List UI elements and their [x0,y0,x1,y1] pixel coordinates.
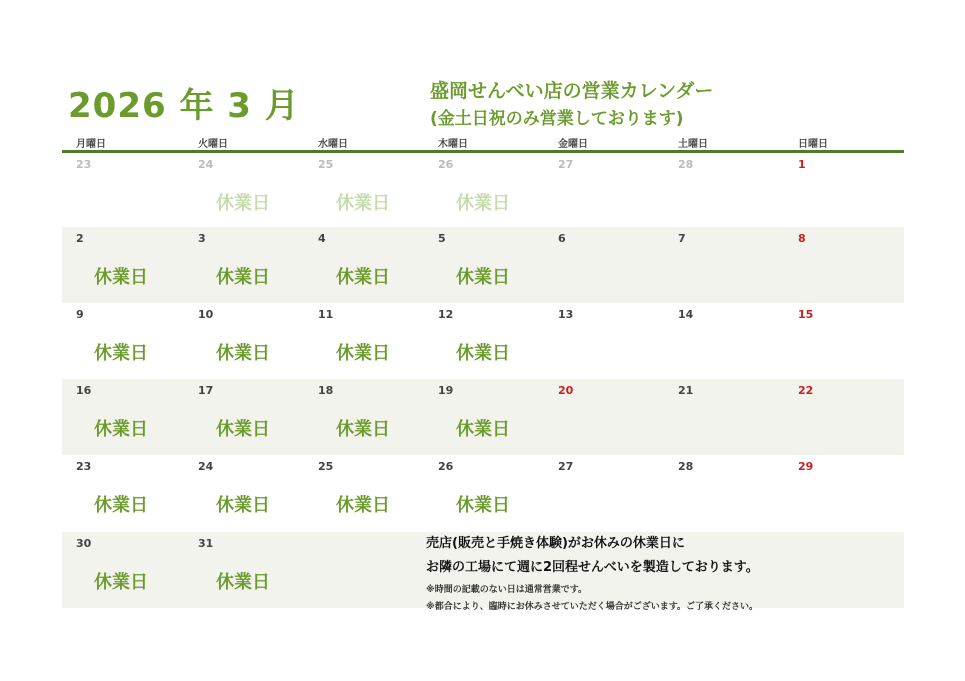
closed-day-label: 休業日 [94,343,148,364]
calendar-day [664,227,784,303]
closed-day-label: 休業日 [336,419,390,440]
day-number: 3 [198,232,206,245]
calendar-week [62,227,904,303]
day-number: 21 [678,384,694,397]
closed-day-label: 休業日 [94,572,148,593]
calendar-day [304,379,424,455]
note-line-2: お隣の工場にて週に2回程せんべいを製造しております。 [426,560,759,575]
calendar-day [544,379,664,455]
calendar-day [784,227,904,303]
calendar-day [544,303,664,379]
day-number: 26 [438,158,454,171]
calendar-day [784,303,904,379]
day-number: 27 [558,460,574,473]
closed-day-label: 休業日 [216,267,270,288]
closed-day-label: 休業日 [216,193,270,214]
day-number: 20 [558,384,574,397]
day-number: 11 [318,308,334,321]
weekday-fri: 金曜日 [558,139,588,150]
closed-day-label: 休業日 [216,572,270,593]
note-line-4: ※都合により、臨時にお休みさせていただく場合がございます。ご了承ください。 [426,602,759,612]
calendar-day [424,153,544,229]
closed-day-label: 休業日 [456,267,510,288]
day-number: 6 [558,232,566,245]
weekday-sun: 日曜日 [798,139,828,150]
closed-day-label: 休業日 [456,343,510,364]
weekday-wed: 水曜日 [318,139,348,150]
calendar-day [184,303,304,379]
calendar-day [62,379,182,455]
day-number: 16 [76,384,92,397]
day-number: 22 [798,384,814,397]
closed-day-label: 休業日 [336,343,390,364]
calendar-day [664,379,784,455]
closed-day-label: 休業日 [456,495,510,516]
calendar-week [62,303,904,379]
closed-day-label: 休業日 [336,193,390,214]
calendar-day [62,227,182,303]
calendar-day [544,153,664,229]
day-number: 18 [318,384,334,397]
day-number: 17 [198,384,214,397]
shop-title: 盛岡せんべい店の営業カレンダー [430,80,714,102]
calendar-day [184,379,304,455]
day-number: 28 [678,158,694,171]
day-number: 12 [438,308,454,321]
day-number: 25 [318,158,334,171]
weekday-tue: 火曜日 [198,139,228,150]
day-number: 10 [198,308,214,321]
calendar-day [424,379,544,455]
day-number: 15 [798,308,814,321]
closed-day-label: 休業日 [216,419,270,440]
closed-day-label: 休業日 [336,267,390,288]
day-number: 7 [678,232,686,245]
weekday-thu: 木曜日 [438,139,468,150]
weekday-sat: 土曜日 [678,139,708,150]
day-number: 23 [76,460,92,473]
calendar-day [664,303,784,379]
day-number: 23 [76,158,92,171]
day-number: 5 [438,232,446,245]
day-number: 2 [76,232,84,245]
calendar-day [424,303,544,379]
closed-day-label: 休業日 [336,495,390,516]
calendar-day [544,227,664,303]
shop-subtitle: (金土日祝のみ営業しております) [430,109,684,129]
day-number: 26 [438,460,454,473]
day-number: 1 [798,158,806,171]
day-number: 27 [558,158,574,171]
closed-day-label: 休業日 [216,495,270,516]
calendar-day [544,455,664,531]
closed-day-label: 休業日 [94,495,148,516]
weekday-header-row [62,135,904,150]
day-number: 14 [678,308,694,321]
calendar-day [304,455,424,531]
calendar-day [62,153,182,229]
day-number: 31 [198,537,214,550]
day-number: 13 [558,308,574,321]
day-number: 24 [198,158,214,171]
calendar-day [304,153,424,229]
calendar-day [184,227,304,303]
day-number: 4 [318,232,326,245]
calendar-week [62,455,904,531]
day-number: 8 [798,232,806,245]
calendar-day [784,379,904,455]
calendar-day [424,227,544,303]
weekday-mon: 月曜日 [76,139,106,150]
closed-day-label: 休業日 [456,193,510,214]
calendar-day [784,455,904,531]
day-number: 28 [678,460,694,473]
calendar-day [664,153,784,229]
closed-day-label: 休業日 [456,419,510,440]
calendar-day [184,153,304,229]
note-line-1: 売店(販売と手焼き体験)がお休みの休業日に [426,536,685,551]
calendar-day [784,153,904,229]
day-number: 25 [318,460,334,473]
calendar-day [304,227,424,303]
calendar-day [184,532,304,608]
calendar-day [664,455,784,531]
calendar-day [424,455,544,531]
calendar-day [62,532,182,608]
calendar-week [62,379,904,455]
calendar-week [62,153,904,229]
closed-day-label: 休業日 [94,267,148,288]
calendar-day [304,303,424,379]
calendar-day [62,455,182,531]
closed-day-label: 休業日 [216,343,270,364]
note-line-3: ※時間の記載のない日は通常営業です。 [426,585,588,595]
day-number: 30 [76,537,92,550]
day-number: 29 [798,460,814,473]
calendar-day [184,455,304,531]
day-number: 9 [76,308,84,321]
calendar-day [62,303,182,379]
closed-day-label: 休業日 [94,419,148,440]
day-number: 19 [438,384,454,397]
day-number: 24 [198,460,214,473]
year-month-title: 2026 年 3 月 [68,86,300,126]
